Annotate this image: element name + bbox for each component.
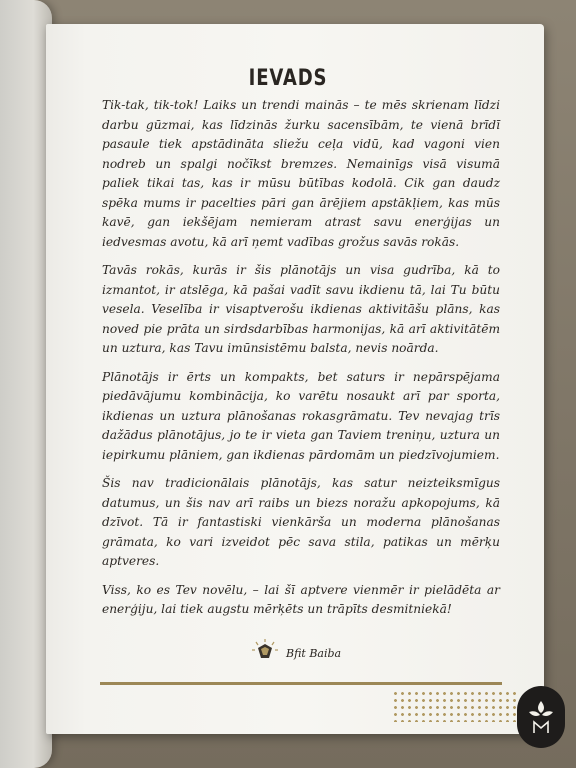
leaf-monogram-icon: [517, 686, 565, 748]
signature-block: [250, 640, 341, 666]
diamond-badge-icon: [250, 638, 280, 668]
page-title: IEVADS: [248, 66, 328, 91]
paragraph-4: Šis nav tradicionālais plānotājs, kas satur neizteiksmīgus datumus, un šis nav arī raibs un biezs noražu apkopojums, kā dzīvot. Tā ir fantastiski vienkārša un moderna plānošanas grāmata, ko vari izveidot pēc sava stila, patikas un mērķu aptveres.: [102, 476, 500, 568]
left-page-edge: [0, 0, 52, 768]
paragraph-1: Tik-tak, tik-tok! Laiks un trendi mainās – te mēs skrienam līdzi darbu gūzmai, kas līdzinās žurku sacensībām, te vienā brīdī pasaule tiek apstādināta sliežu ceļa vidū, kad vagoni vien nodreb un spalgi nočīkst bremzes. Nemainīgs visā visumā paliek tikai tas, kas ir mūsu būtības kodolā. Cik gan daudz spēka mums ir pacelties pāri gan ārējiem apstākļiem, kas mūs kavē, gan iekšējam nemieram atrast savu enerģijas un iedvesmas avotu, kā arī ņemt vadības grožus savās rokās.: [102, 98, 500, 249]
signature-text: Bfit Baiba: [286, 646, 342, 660]
paragraph-3: Plānotājs ir ērts un kompakts, bet saturs ir nepārspējama piedāvājumu kombinācija, ko varētu nosaukt arī par sporta, ikdienas un uztura plānošanas rokasgrāmatu. Tev nevajag trīs dažādus plānotājus, jo te ir vieta gan Taviem treniņu, uztura un iepirkumu plāniem, gan ikdienas pārdomām un piedzīvojumiem.: [102, 369, 500, 462]
dot-pattern: [392, 690, 516, 722]
paragraph-5: Viss, ko es Tev novēlu, – lai šī aptvere vienmēr ir pielādēta ar enerģiju, lai tiek augstu mērķēts un trāpīts desmitniekā!: [102, 582, 500, 616]
page-body: [102, 96, 500, 629]
footer-rule: [100, 682, 502, 685]
paragraph-2: Tavās rokās, kurās ir šis plānotājs un visa gudrība, kā to izmantot, ir atslēga, kā pašai vadīt savu ikdienu tā, lai Tu būtu vesela. Veselība ir visaptverošu ikdienas aktivitāšu plāns, kas noved pie prāta un sirdsdarbības harmonijas, kā arī aktivitātēm un uztura, kas Tavu imūnsistēmu balsta, nevis noārda.: [102, 263, 500, 355]
